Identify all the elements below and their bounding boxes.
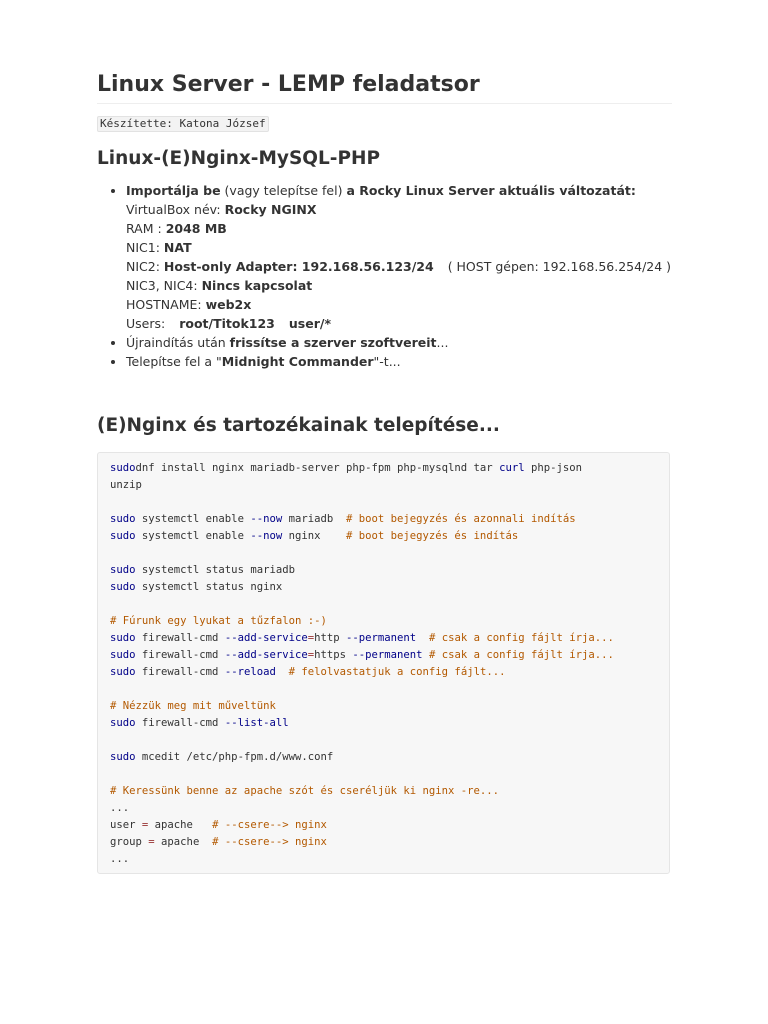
value: 2048 MB <box>165 221 227 236</box>
bold-text: Importálja be <box>126 183 221 198</box>
code-line <box>110 836 327 848</box>
code-comment: # Nézzük meg mit műveltünk <box>110 700 276 712</box>
code-operator: = <box>141 819 149 831</box>
code-keyword: --permanent <box>352 649 423 661</box>
code-comment: # boot bejegyzés és indítás <box>346 530 519 542</box>
code-text: apache <box>148 819 213 831</box>
text: (vagy telepítse fel) <box>220 183 347 198</box>
label: VirtualBox név: <box>126 202 225 217</box>
code-keyword: sudo <box>110 632 136 644</box>
code-keyword: sudo <box>110 513 136 525</box>
code-keyword: sudo <box>110 666 136 678</box>
code-keyword: --now <box>250 530 283 542</box>
code-text: http <box>314 632 347 644</box>
code-keyword: --now <box>250 513 283 525</box>
code-text <box>416 632 429 644</box>
nic34-line <box>126 276 686 295</box>
code-text: systemctl enable <box>135 513 251 525</box>
code-text: user <box>110 819 142 831</box>
code-text: firewall-cmd <box>135 717 225 729</box>
value: Rocky NGINX <box>224 202 317 217</box>
nic2-line <box>126 257 686 276</box>
code-text: ... <box>110 853 130 865</box>
code-line <box>110 717 289 729</box>
code-keyword: sudo <box>110 581 136 593</box>
code-comment: # boot bejegyzés és azonnali indítás <box>346 513 576 525</box>
code-keyword: sudo <box>110 462 136 474</box>
text: Telepítse fel a " <box>126 354 222 369</box>
section-heading-nginx-install: (E)Nginx és tartozékainak telepítése... <box>97 415 500 436</box>
code-line <box>110 649 614 661</box>
code-line <box>110 530 518 542</box>
code-line <box>110 819 327 831</box>
code-text: https <box>314 649 353 661</box>
code-text: unzip <box>110 479 142 491</box>
bold-text: frissítse a szerver szoftvereit <box>229 335 437 350</box>
author-badge: Készítette: Katona József <box>97 116 269 132</box>
list-item <box>126 181 686 333</box>
list-item <box>126 352 686 371</box>
code-keyword: curl <box>499 462 525 474</box>
label: HOSTNAME: <box>126 297 206 312</box>
nic1-line <box>126 238 686 257</box>
code-operator: = <box>307 632 315 644</box>
value: Nincs kapcsolat <box>201 278 313 293</box>
ram-line <box>126 219 686 238</box>
code-keyword: sudo <box>110 649 136 661</box>
label: NIC1: <box>126 240 164 255</box>
code-keyword: --add-service <box>224 649 308 661</box>
code-text: firewall-cmd <box>135 649 225 661</box>
code-text: dnf install nginx mariadb-server php-fpm php-mysqlnd tar <box>135 462 500 474</box>
code-line <box>110 615 327 627</box>
code-text: ... <box>110 802 130 814</box>
label: NIC3, NIC4: <box>126 278 202 293</box>
code-keyword: sudo <box>110 530 136 542</box>
code-text: apache <box>154 836 213 848</box>
bold-text: a Rocky Linux Server aktuális változatát: <box>346 183 636 198</box>
code-line <box>110 785 499 797</box>
code-line <box>110 479 142 491</box>
code-keyword: --list-all <box>224 717 289 729</box>
code-text: nginx <box>282 530 346 542</box>
code-line <box>110 802 129 814</box>
code-text: systemctl status nginx <box>135 581 283 593</box>
code-text: mariadb <box>282 513 346 525</box>
code-operator: = <box>307 649 315 661</box>
bold-text: Midnight Commander <box>221 354 374 369</box>
code-line <box>110 462 582 474</box>
code-text: group <box>110 836 149 848</box>
text: Újraindítás után <box>126 335 230 350</box>
code-text: mcedit /etc/php-fpm.d/www.conf <box>135 751 334 763</box>
code-comment: # Keressünk benne az apache szót és cseréljük ki nginx -re... <box>110 785 500 797</box>
user-user: user/* <box>288 316 331 331</box>
label: Users: <box>126 316 166 331</box>
code-line <box>110 751 333 763</box>
code-operator: = <box>148 836 155 848</box>
code-text <box>276 666 289 678</box>
label: NIC2: <box>126 259 164 274</box>
code-line <box>110 581 282 593</box>
code-keyword: --add-service <box>224 632 308 644</box>
code-text: firewall-cmd <box>135 666 225 678</box>
code-line <box>110 632 614 644</box>
code-text: php-json <box>524 462 582 474</box>
code-block <box>97 452 670 874</box>
code-comment: # Fúrunk egy lyukat a tűzfalon :-) <box>110 615 327 627</box>
code-line <box>110 666 505 678</box>
code-keyword: sudo <box>110 751 136 763</box>
hostname-line <box>126 295 686 314</box>
code-text: systemctl enable <box>135 530 251 542</box>
user-root: root/Titok123 <box>179 316 275 331</box>
section-heading-lemp: Linux-(E)Nginx-MySQL-PHP <box>97 148 381 169</box>
list-item <box>126 333 686 352</box>
code-text: systemctl status mariadb <box>135 564 295 576</box>
task-list <box>97 181 686 371</box>
code-line <box>110 513 576 525</box>
page-title: Linux Server - LEMP feladatsor <box>97 72 672 104</box>
code-comment: # --csere--> nginx <box>212 836 327 848</box>
code-text: firewall-cmd <box>135 632 225 644</box>
vbox-line <box>126 200 686 219</box>
code-comment: # --csere--> nginx <box>212 819 327 831</box>
code-line <box>110 564 295 576</box>
value: NAT <box>163 240 192 255</box>
code-keyword: --reload <box>224 666 276 678</box>
value: Host-only Adapter: 192.168.56.123/24 <box>163 259 434 274</box>
code-keyword: sudo <box>110 564 136 576</box>
value: web2x <box>205 297 252 312</box>
code-keyword: sudo <box>110 717 136 729</box>
code-comment: # felolvastatjuk a config fájlt... <box>288 666 506 678</box>
text: "-t... <box>373 354 401 369</box>
text: ... <box>436 335 449 350</box>
users-line <box>126 314 686 333</box>
host-note: ( HOST gépen: 192.168.56.254/24 ) <box>447 259 672 274</box>
code-comment: # csak a config fájlt írja... <box>428 649 614 661</box>
label: RAM : <box>126 221 166 236</box>
code-comment: # csak a config fájlt írja... <box>428 632 614 644</box>
code-keyword: --permanent <box>346 632 417 644</box>
code-line <box>110 853 129 865</box>
code-line <box>110 700 276 712</box>
